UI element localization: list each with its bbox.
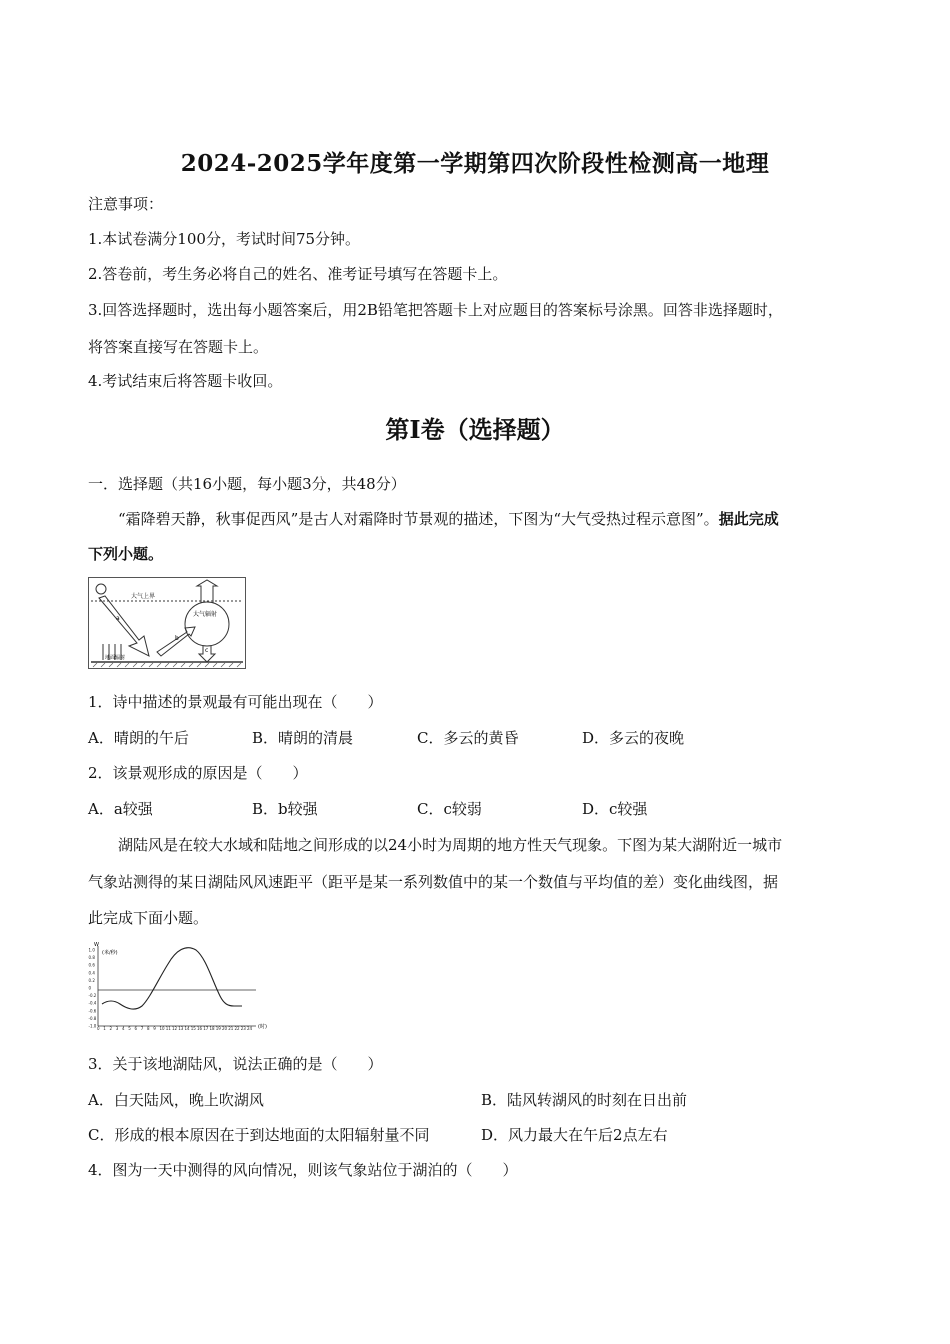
x-axis-label: (时) (258, 1024, 267, 1030)
x-tick-label: 6 (134, 1026, 138, 1030)
question-2-stem: 2．该景观形成的原因是（ ） (88, 764, 308, 782)
x-tick-label: 22 (234, 1026, 240, 1030)
q3-option-c: C．形成的根本原因在于到达地面的太阳辐射量不同 (88, 1126, 430, 1144)
y-tick-label: 0 (88, 985, 92, 991)
q1-option-b: B．晴朗的清晨 (252, 729, 354, 747)
q3-option-b: B．陆风转湖风的时刻在日出前 (481, 1091, 688, 1109)
y-tick-label: 0.2 (88, 977, 95, 983)
x-tick-label: 21 (228, 1026, 234, 1030)
anomaly-curve (102, 948, 242, 1009)
x-tick-label: 2 (109, 1026, 113, 1030)
x-tick-label: 5 (128, 1026, 131, 1030)
x-tick-label: 17 (203, 1026, 209, 1030)
arrow-b-label: b (175, 635, 179, 642)
section-title: 第Ⅰ卷（选择题） (385, 415, 565, 444)
x-tick-label: 12 (172, 1026, 178, 1030)
x-tick-label: 11 (165, 1026, 171, 1030)
y-unit: W (94, 942, 99, 948)
q2-option-b: B．b较强 (252, 800, 318, 818)
notes-heading: 注意事项： (88, 195, 164, 213)
passage2-line2: 气象站测得的某日湖陆风风速距平（距平是某一系列数值中的某一个数值与平均值的差）变化曲线图，据 (88, 873, 779, 891)
label-atmospheric-radiation: 大气辐射 (193, 611, 218, 618)
arrow-c-label: c (205, 647, 209, 654)
q2-option-d: D．c较强 (582, 800, 648, 818)
question-1-stem: 1．诗中描述的景观最有可能出现在（ ） (88, 693, 383, 711)
question-4-stem: 4．图为一天中测得的风向情况，则该气象站位于湖泊的（ ） (88, 1161, 518, 1179)
passage1-text: “霜降碧天静，秋事促西风”是古人对霜降时节景观的描述，下图为“大气受热过程示意图”。 (118, 510, 719, 528)
label-top-atmosphere: 大气上界 (131, 593, 156, 600)
q2-option-c: C．c较弱 (417, 800, 482, 818)
page-title: 2024-2025学年度第一学期第四次阶段性检测高一地理 (180, 150, 770, 177)
label-ground-radiation: 地面辐射 (105, 655, 126, 661)
note-item: 2.答卷前，考生务必将自己的姓名、准考证号填写在答题卡上。 (88, 265, 508, 283)
atmosphere-heating-diagram (88, 577, 246, 669)
x-tick-label: 10 (159, 1026, 165, 1030)
x-tick-label: 3 (115, 1026, 119, 1030)
y-tick-label: -1.0 (88, 1023, 97, 1029)
solar-arrow-a (99, 596, 149, 656)
passage2-line3: 此完成下面小题。 (88, 909, 209, 927)
q3-option-d: D．风力最大在午后2点左右 (481, 1126, 668, 1144)
arrow-a-label: a (116, 615, 120, 622)
wind-speed-anomaly-chart (88, 940, 268, 1030)
y-tick-label: 0.8 (88, 955, 95, 961)
x-tick-label: 8 (147, 1026, 150, 1030)
note-item: 1.本试卷满分100分，考试时间75分钟。 (88, 230, 361, 248)
x-tick-label: 0 (97, 1026, 100, 1030)
x-tick-label: 7 (140, 1026, 144, 1030)
note-item: 3.回答选择题时，选出每小题答案后，用2B铅笔把答题卡上对应题目的答案标号涂黑。回答非选择题时， (88, 301, 783, 319)
y-tick-label: 0.4 (88, 970, 95, 976)
x-tick-label: 23 (240, 1026, 246, 1030)
x-tick-label: 16 (197, 1026, 203, 1030)
y-axis-label: (米/秒) (102, 950, 118, 956)
note-item: 将答案直接写在答题卡上。 (88, 338, 269, 356)
y-tick-label: 1.0 (88, 947, 95, 953)
q1-option-d: D．多云的夜晚 (582, 729, 685, 747)
q3-option-a: A．白天陆风，晚上吹湖风 (88, 1091, 264, 1109)
y-tick-label: 0.6 (88, 962, 95, 968)
x-tick-label: 9 (153, 1026, 156, 1030)
passage1-line2 (88, 543, 163, 564)
x-tick-label: 1 (103, 1026, 106, 1030)
sun-icon (96, 584, 106, 594)
x-tick-label: 14 (184, 1026, 190, 1030)
y-tick-label: -0.6 (88, 1008, 97, 1014)
x-tick-label: 18 (209, 1026, 215, 1030)
q2-option-a: A．a较强 (88, 800, 153, 818)
passage2-line1: 湖陆风是在较大水域和陆地之间形成的以24小时为周期的地方性天气现象。下图为某大湖附近一城市 (118, 836, 783, 854)
passage1-line1 (118, 508, 779, 529)
q1-option-a: A．晴朗的午后 (88, 729, 189, 747)
x-tick-label: 13 (178, 1026, 184, 1030)
x-tick-label: 15 (190, 1026, 196, 1030)
passage1-bold: 据此完成 (718, 510, 779, 528)
passage1-bold-2: 下列小题。 (88, 545, 164, 563)
part-heading: 一．选择题（共16小题，每小题3分，共48分） (88, 475, 406, 493)
x-tick-label: 19 (215, 1026, 221, 1030)
note-item: 4.考试结束后将答题卡收回。 (88, 372, 283, 390)
x-tick-label: 4 (122, 1026, 125, 1030)
y-tick-label: -0.4 (88, 1000, 97, 1006)
y-tick-label: -0.8 (88, 1015, 97, 1021)
question-3-stem: 3．关于该地湖陆风，说法正确的是（ ） (88, 1055, 383, 1073)
y-tick-label: -0.2 (88, 993, 97, 999)
x-tick-label: 20 (222, 1026, 228, 1030)
q1-option-c: C．多云的黄昏 (417, 729, 519, 747)
x-tick-label: 24 (247, 1026, 253, 1030)
